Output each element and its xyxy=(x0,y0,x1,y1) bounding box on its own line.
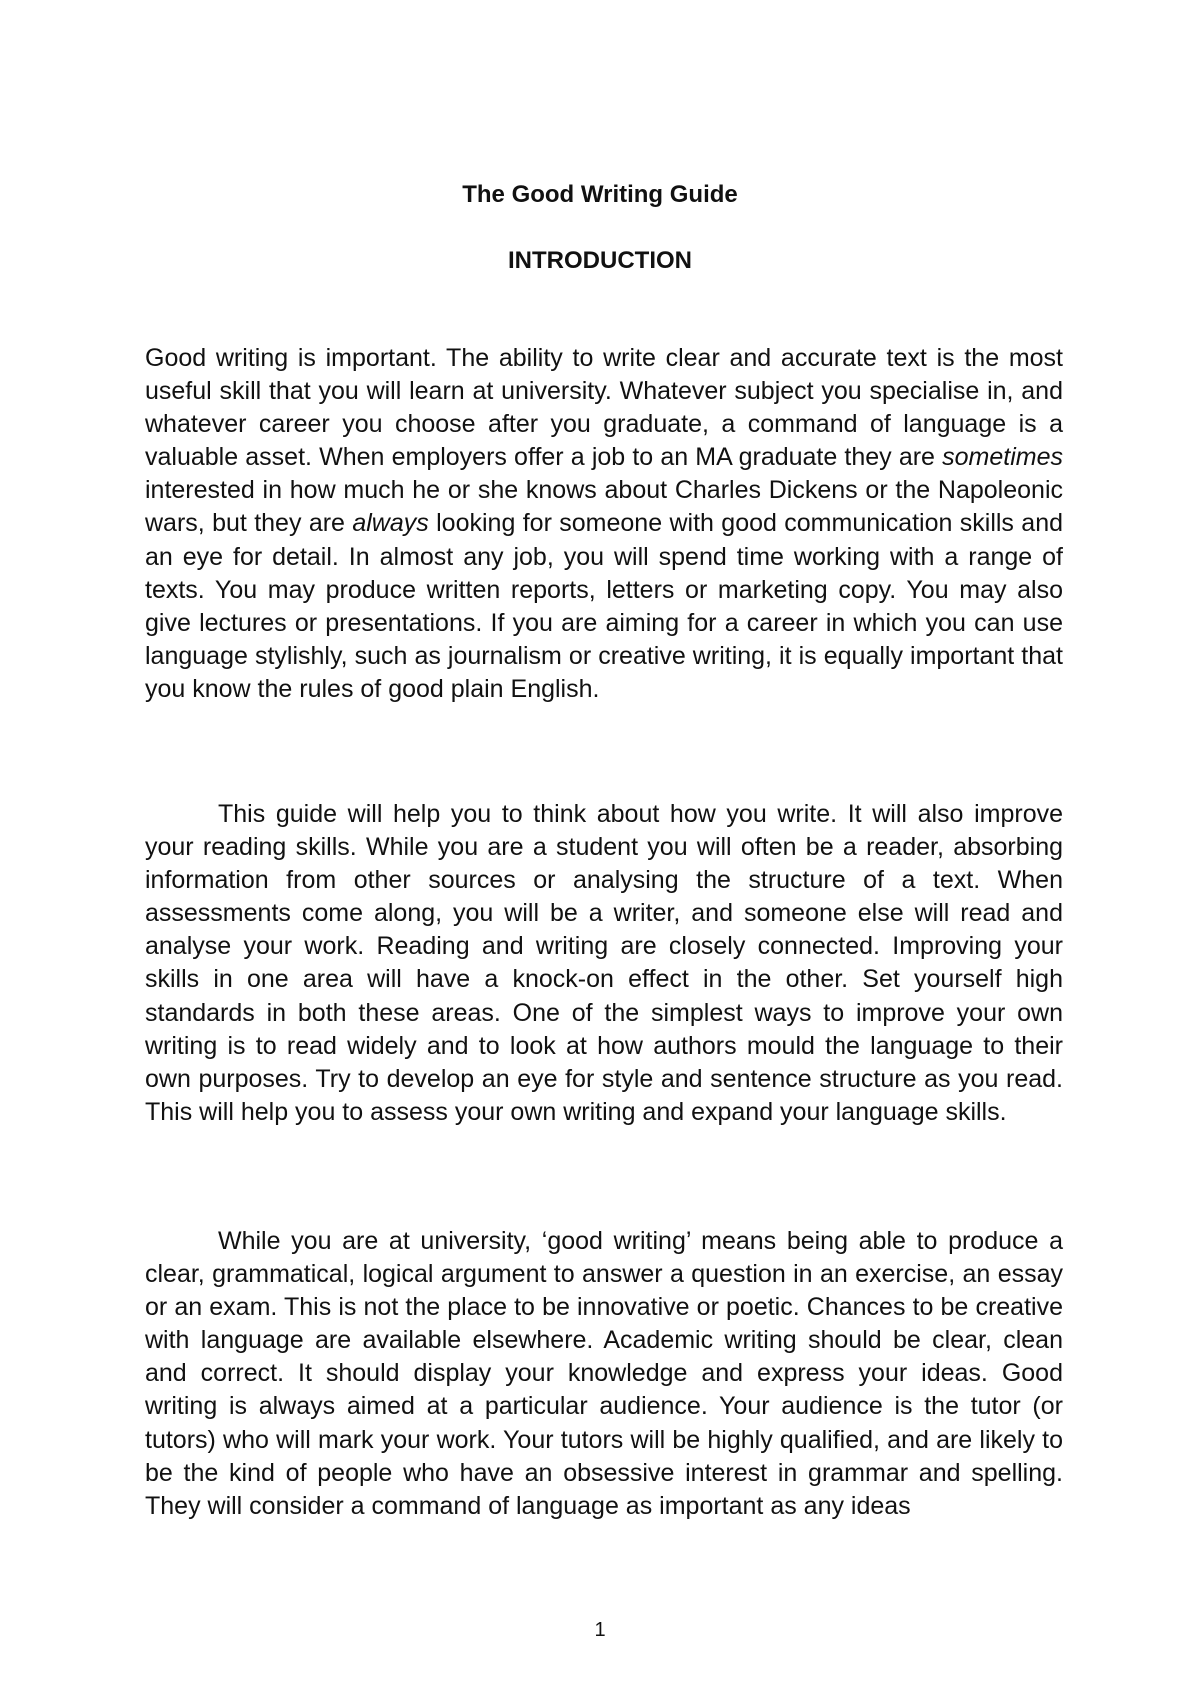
document-title: The Good Writing Guide xyxy=(462,181,738,208)
page-number: 1 xyxy=(594,1619,606,1641)
paragraph-1-text-a: Good writing is important. The ability to write clear and accurate text is the most useful skill that you will learn at university. Whatever subject you specialise in, and whatever career you choose after you graduate, a command of language is a valuable asset. When employers offer a job to an MA graduate they are xyxy=(145,344,1063,472)
paragraph-1-text-c: looking for someone with good communication skills and an eye for detail. In almost any job, you will spend time working with a range of texts. You may produce written reports, letters or marketing copy. You may also give lectures or presentations. If you are aiming for a career in which you can use language stylishly, such as journalism or creative writing, it is equally important that you know the rules of good plain English. xyxy=(145,509,1064,703)
paragraph-3: While you are at university, ‘good writing’ means being able to produce a clear, grammatical, logical argument to answer a question in an exercise, an essay or an exam. This is not the place to be innovative or poetic. Chances to be creative with language are available elsewhere. Academic writing should be clear, clean and correct. It should display your knowledge and express your ideas. Good writing is always aimed at a particular audience. Your audience is the tutor (or tutors) who will mark your work. Your tutors will be highly qualified, and are likely to be the kind of people who have an obsessive interest in grammar and spelling. They will consider a command of language as important as any ideas xyxy=(145,1227,1063,1520)
paragraph-1-emphasis-sometimes: sometimes xyxy=(942,443,1063,472)
paragraph-1-emphasis-always: always xyxy=(352,509,429,538)
paragraph-2: This guide will help you to think about how you write. It will also improve your reading skills. While you are a student you will often be a reader, absorbing information from other sources or analysing the structure of a text. When assessments come along, you will be a writer, and someone else will read and analyse your work. Reading and writing are closely connected. Improving your skills in one area will have a knock-on effect in the other. Set yourself high standards in both these areas. One of the simplest ways to improve your own writing is to read widely and to look at how authors mould the language to their own purposes. Try to develop an eye for style and sentence structure as you read. This will help you to assess your own writing and expand your language skills. xyxy=(145,800,1063,1126)
section-heading: INTRODUCTION xyxy=(508,247,692,274)
paragraph-1 xyxy=(145,342,1063,706)
paragraph-1-text-b: interested in how much he or she knows about Charles Dickens or the Napoleonic wars, but they are xyxy=(145,476,1063,538)
